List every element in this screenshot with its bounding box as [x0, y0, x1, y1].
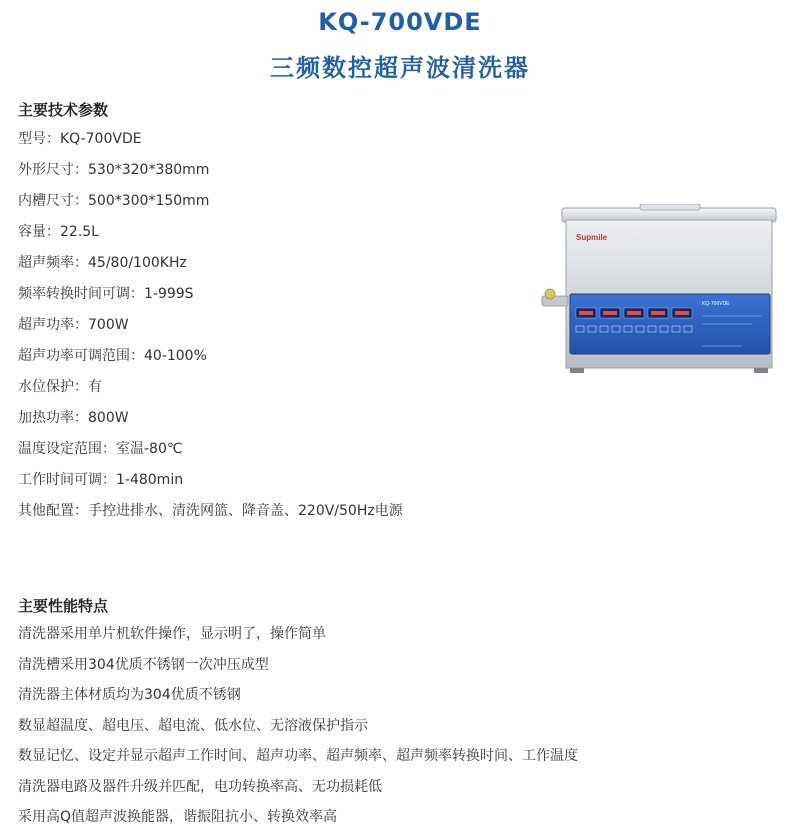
spec-item: 温度设定范围：室温-80℃ [18, 441, 183, 457]
spec-item: 型号：KQ-700VDE [18, 131, 142, 147]
feature-item: 清洗槽采用304优质不锈钢一次冲压成型 [18, 656, 269, 673]
ultrasonic-cleaner-image [536, 204, 786, 374]
spec-item: 加热功率：800W [18, 410, 129, 426]
spec-item: 内槽尺寸：500*300*150mm [18, 193, 210, 209]
product-name-title: 三频数控超声波清洗器 [270, 54, 530, 82]
spec-item: 工作时间可调：1-480min [18, 472, 184, 488]
feature-item: 清洗器主体材质均为304优质不锈钢 [18, 687, 241, 703]
spec-item: 外形尺寸：530*320*380mm [18, 162, 210, 178]
svg-text:KQ-700VDE: KQ-700VDE [702, 301, 730, 307]
spec-item: 超声频率：45/80/100KHz [18, 255, 187, 271]
feature-item: 清洗器采用单片机软件操作，显示明了，操作简单 [18, 626, 326, 642]
spec-item: 水位保护：有 [18, 379, 102, 395]
spec-item: 其他配置：手控进排水、清洗网篮、降音盖、220V/50Hz电源 [18, 503, 403, 519]
spec-item: 容量：22.5L [18, 224, 99, 240]
spec-item: 超声功率可调范围：40-100% [18, 348, 207, 364]
product-model-title: KQ-700VDE [318, 8, 482, 36]
feature-item: 清洗器电路及器件升级并匹配，电功转换率高、无功损耗低 [18, 778, 382, 795]
spec-list [18, 124, 403, 527]
feature-list [18, 619, 578, 833]
feature-item: 采用高Q值超声波换能器，谐振阻抗小、转换效率高 [18, 809, 338, 825]
feature-item: 数显超温度、超电压、超电流、低水位、无溶液保护指示 [18, 717, 368, 734]
feature-item: 数显记忆、设定并显示超声工作时间、超声功率、超声频率、超声频率转换时间、工作温度 [18, 748, 578, 764]
specs-heading: 主要技术参数 [18, 101, 109, 119]
spec-item: 超声功率：700W [18, 317, 129, 333]
spec-item: 频率转换时间可调：1-999S [18, 286, 194, 302]
features-heading: 主要性能特点 [18, 597, 109, 615]
brand-logo: Supmile [576, 233, 608, 242]
